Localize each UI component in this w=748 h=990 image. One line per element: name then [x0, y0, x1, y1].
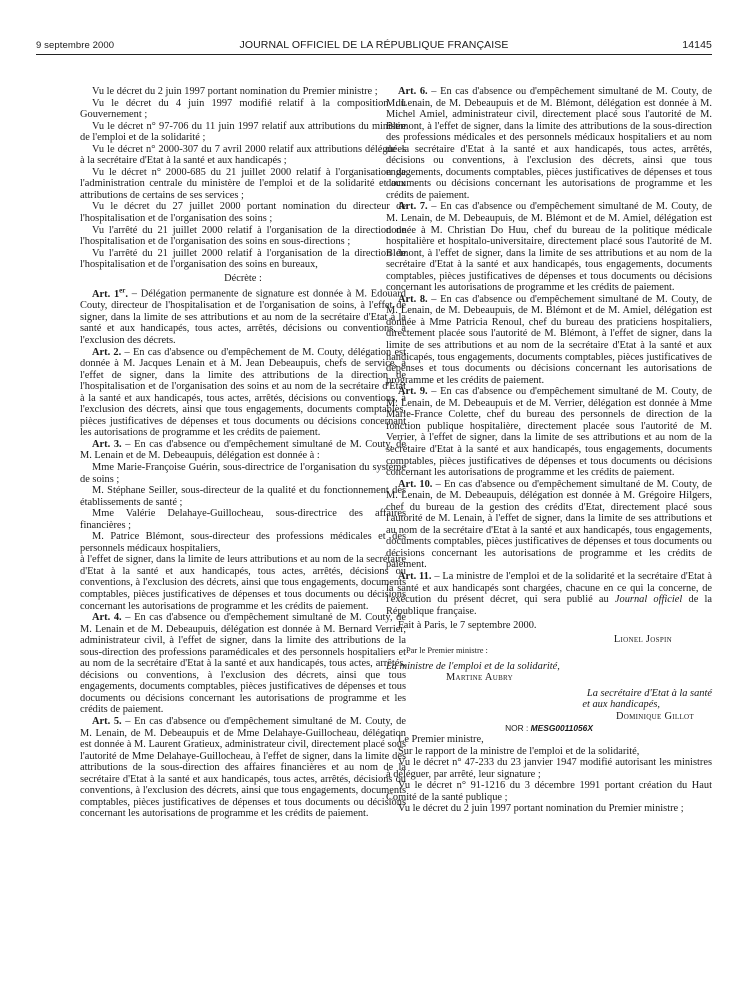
visa-paragraph: Vu le décret n° 2000-685 du 21 juillet 2000 relatif à l'organisation de l'administration centrale du ministère de l'emploi et de la solidarité et aux attributions de certains de ses services ;: [80, 166, 406, 201]
article-3: [80, 439, 406, 462]
left-column: [80, 86, 406, 820]
article-text: – En cas d'absence ou d'empêchement de M. Couty, délégation est donnée à M. Jacques Lenain et à M. Jean Debeaupuis, chefs de service, à l'effet de signer, dans la limite des attributions de la direction de l'hospitalisation et de l'organisation des soins et au nom de la secrétaire d'Etat à la santé et aux handicapés, tous actes, arrêtés, décisions ou conventions, à l'exclusion des décrets, ainsi que tous engagements, documents comptables, pièces justificatives de dépenses et tous documents ou décisions concernant les autorisations de programme et les crédits de paiement.: [80, 346, 406, 439]
visa-paragraph: Vu l'arrêté du 21 juillet 2000 relatif à l'organisation de la direction de l'hospitalisation et de l'organisation des soins en bureaux,: [80, 247, 406, 271]
article-label: Art. 2.: [92, 346, 122, 358]
visa-paragraph: Vu le décret du 2 juin 1997 portant nomination du Premier ministre ;: [398, 803, 684, 815]
article-7: [386, 201, 712, 293]
decrete-heading: Décrète :: [224, 272, 262, 284]
header-journal-title: JOURNAL OFFICIEL DE LA RÉPUBLIQUE FRANÇAISE: [239, 39, 509, 51]
article-text: – En cas d'absence ou d'empêchement simultané de M. Couty, de M. Lenain, de M. Debeaupuis et de Mme Delahaye-Guillocheau, délégation est donnée à M. Laurent Gratieux, administrateur civil, directement placé sous l'autorité de Mme Delahaye-Guillocheau, à l'effet de signer, dans la limite des attributions de la sous-direction des affaires financières et au nom de la secrétaire d'Etat à la santé et aux handicapés, tous actes, arrêtés, décisions ou conventions, à l'exclusion des décrets, ainsi que tous engagements, documents comptables, pièces justificatives de dépenses et tous documents ou décisions concernant les autorisations de programme et les crédits de paiement.: [80, 716, 406, 820]
article-label: Art. 11.: [398, 570, 432, 582]
visa-paragraph: Vu le décret n° 91-1216 du 3 décembre 1991 portant création du Haut Comité de la santé publique ;: [386, 780, 712, 803]
article-text: de la République française.: [386, 594, 712, 617]
fait-a-paris: Fait à Paris, le 7 septembre 2000.: [398, 620, 537, 632]
article-text: – En cas d'absence ou d'empêchement simultané de M. Couty, de M. Lenain et de M. Debeaupuis, délégation est donnée à M. Bernard Verrier, administrateur civil, à l'effet de signer, dans la limite des attributions de la sous-direction des professions paramédicales et des personnels hospitaliers et au nom de la secrétaire d'Etat à la santé et aux handicapés, tous actes, arrêtés, décisions ou conventions, à l'exclusion des décrets, ainsi que tous engagements, documents comptables, pièces justificatives de dépenses et tous documents ou décisions concernant les autorisations de programme et les crédits de paiement.: [80, 612, 406, 716]
article-1: [80, 285, 406, 346]
visa-paragraph: Vu le décret n° 2000-307 du 7 avril 2000 relatif aux attributions déléguées à la secrétaire d'Etat à la santé et aux handicapés ;: [80, 143, 406, 167]
delegate-item: Mme Marie-Françoise Guérin, sous-directrice de l'organisation du système de soins ;: [80, 461, 406, 485]
article-text: – La ministre de l'emploi et de la solidarité et la secrétaire d'Etat à la santé et aux handicapés sont chargées, chacune en ce qui la concerne, de l'exécution du présent décret, qui sera publié au: [386, 570, 712, 606]
article-text: – En cas d'absence ou d'empêchement simultané de M. Couty, de M. Lenain, de M. Debeaupuis et de M. Blémont, délégation est donnée à M. Michel Amiel, administrateur civil, directement placé sous l'autorité de M. Blémont, à l'effet de signer, dans la limite des attributions de la sous-direction des professions médicales et des personnels médicaux hospitaliers et au nom de la secrétaire d'Etat à la santé et aux handicapés, tous actes, arrêtés, décisions ou conventions, à l'exclusion des décrets, ainsi que tous engagements, documents comptables, pièces justificatives de dépenses et tous documents ou décisions concernant les autorisations de programme et les crédits de paiement.: [386, 86, 712, 201]
article-11: [386, 571, 712, 617]
header-page-number: 14145: [682, 39, 712, 51]
visa-paragraph: Vu le décret du 4 juin 1997 modifié relatif à la composition du Gouvernement ;: [80, 97, 406, 121]
nor-reference: [386, 723, 712, 735]
article-label: Art. 10.: [398, 478, 433, 490]
visa-paragraph: Sur le rapport de la ministre de l'emploi et de la solidarité,: [398, 745, 640, 757]
article-text: – Délégation permanente de signature est donnée à M. Edouard Couty, directeur de l'hospitalisation et de l'organisation de soins, à l'effet de signer, dans la limite de ses attributions et au nom de la secrétaire d'Etat à la santé et aux handicapés, tous actes, arrêtés, décisions ou conventions, à l'exclusion des décrets.: [80, 288, 406, 346]
delegate-item: Mme Valérie Delahaye-Guillocheau, sous-directrice des affaires financières ;: [80, 508, 406, 531]
journal-officiel-italic: Journal officiel: [614, 594, 683, 606]
article-label: Art. 8.: [398, 293, 428, 305]
article-4: [80, 612, 406, 716]
delegate-item: M. Patrice Blémont, sous-directeur des professions médicales et des personnels médicaux hospitaliers,: [80, 531, 406, 554]
article-5: [80, 716, 406, 820]
premier-ministre-line: Le Premier ministre,: [398, 734, 484, 746]
article-label: Art. 7.: [398, 201, 428, 213]
secretaire-title-line1: La secrétaire d'Etat à la santé: [586, 687, 712, 699]
visa-paragraph: Vu l'arrêté du 21 juillet 2000 relatif à l'organisation de la direction de l'hospitalisation et de l'organisation des soins en sous-directions ;: [80, 224, 406, 248]
article-text: – En cas d'absence ou d'empêchement simultané de M. Couty, de M. Lenain, de M. Debeaupuis et de M. Verrier, délégation est donnée à Mme Marie-France Colette, chef du bureau des personnels de direction de la fonction publique hospitalière, directement placée sous l'autorité de M. Verrier, à l'effet de signer, dans la limite de ses attributions et au nom de la secrétaire d'Etat à la santé et aux handicapés, tous engagements, documents comptables, pièces justificatives de dépenses et tous documents ou décisions concernant les autorisations de programme et les crédits de paiement.: [386, 386, 712, 479]
nor-label: NOR :: [505, 722, 531, 733]
visa-paragraph: Vu le décret n° 47-233 du 23 janvier 1947 modifié autorisant les ministres à déléguer, par arrêté, leur signature ;: [386, 757, 712, 780]
right-column: [386, 86, 712, 815]
par-le-premier-ministre: Par le Premier ministre :: [406, 646, 488, 656]
secretaire-title-line2: et aux handicapés,: [582, 699, 660, 711]
article-9: [386, 386, 712, 478]
article-text: – En cas d'absence ou d'empêchement simultané de M. Couty, de M. Lenain, de M. Debeaupuis, de M. Blémont et de M. Amiel, délégation est donnée à Mme Patricia Renoul, chef du bureau des praticiens hospitaliers, directement placée sous l'autorité de M. Blémont, à l'effet de signer, dans la limite de ses attributions et au nom de la secrétaire d'Etat à la santé et aux handicapés, tous engagements, documents comptables, pièces justificatives de dépenses et tous documents ou décisions concernant les autorisations de programme et les crédits de paiement.: [386, 293, 712, 386]
nor-value: MESG0011056X: [530, 722, 593, 733]
signature-jospin: Lionel Jospin: [613, 633, 672, 645]
visa-paragraph: Vu le décret du 27 juillet 2000 portant nomination du directeur de l'hospitalisation et de l'organisation des soins ;: [80, 201, 406, 225]
article-label: Art. 9.: [398, 386, 428, 398]
article-label: Art. 5.: [92, 716, 122, 727]
article-6: [386, 86, 712, 201]
article-8: [386, 294, 712, 386]
header-date: 9 septembre 2000: [36, 40, 115, 51]
page-header: [36, 38, 712, 55]
article-label: Art. 6.: [398, 86, 428, 97]
signature-gillot: Dominique Gillot: [615, 710, 694, 722]
signature-aubry: Martine Aubry: [446, 672, 513, 684]
article-label: Art. 1er.: [92, 286, 128, 300]
visa-paragraph: Vu le décret du 2 juin 1997 portant nomination du Premier ministre ;: [92, 86, 378, 97]
article-3-conclusion: à l'effet de signer, dans la limite de leurs attributions et au nom de la secrétaire d'Etat à la santé et aux handicapés, tous actes, arrêtés, décisions ou conventions, à l'exclusion des décrets, ainsi que tous engagements, documents comptables, pièces justificatives de dépenses et tous documents ou décisions concernant les autorisations de programme et les crédits de paiement.: [80, 554, 406, 612]
article-2: [80, 347, 406, 439]
visa-paragraph: Vu le décret n° 97-706 du 11 juin 1997 relatif aux attributions du ministre de l'emploi et de la solidarité ;: [80, 120, 406, 144]
ministre-emploi-title: La ministre de l'emploi et de la solidarité,: [386, 660, 560, 672]
article-label: Art. 3.: [92, 438, 122, 450]
article-label: Art. 4.: [92, 612, 122, 624]
article-10: [386, 479, 712, 571]
article-text: – En cas d'absence ou d'empêchement simultané de M. Couty, de M. Lenain, de M. Debeaupuis, délégation est donnée à M. Grégoire Hilgers, chef du bureau de la gestion des crédits d'Etat, directement placé sous l'autorité de M. Lenain, à l'effet de signer, dans la limite de ses attributions et au nom de la secrétaire d'Etat à la santé et aux handicapés, tous engagements, documents comptables, pièces justificatives de dépenses et tous documents ou décisions concernant les autorisations de programme et les crédits de paiement.: [386, 478, 712, 571]
delegate-item: M. Stéphane Seiller, sous-directeur de la qualité et du fonctionnement des établissements de santé ;: [80, 485, 406, 508]
article-text: – En cas d'absence ou d'empêchement simultané de M. Couty, de M. Lenain, de M. Debeaupuis, de M. Blémont et de M. Amiel, délégation est donnée à M. Christian Do Huu, chef du bureau de la politique médicale hospitalière et hospitalo-universitaire, directement placé sous l'autorité de M. Blémont, à l'effet de signer, dans la limite de ses attributions et au nom de la secrétaire d'Etat à la santé et aux handicapés, tous engagements, documents comptables, pièces justificatives de dépenses et tous documents ou décisions concernant les autorisations de programme et les crédits de paiement.: [386, 201, 712, 294]
article-text: – En cas d'absence ou d'empêchement simultané de M. Couty, de M. Lenain et de M. Debeaupuis, délégation est donnée à :: [80, 438, 406, 462]
